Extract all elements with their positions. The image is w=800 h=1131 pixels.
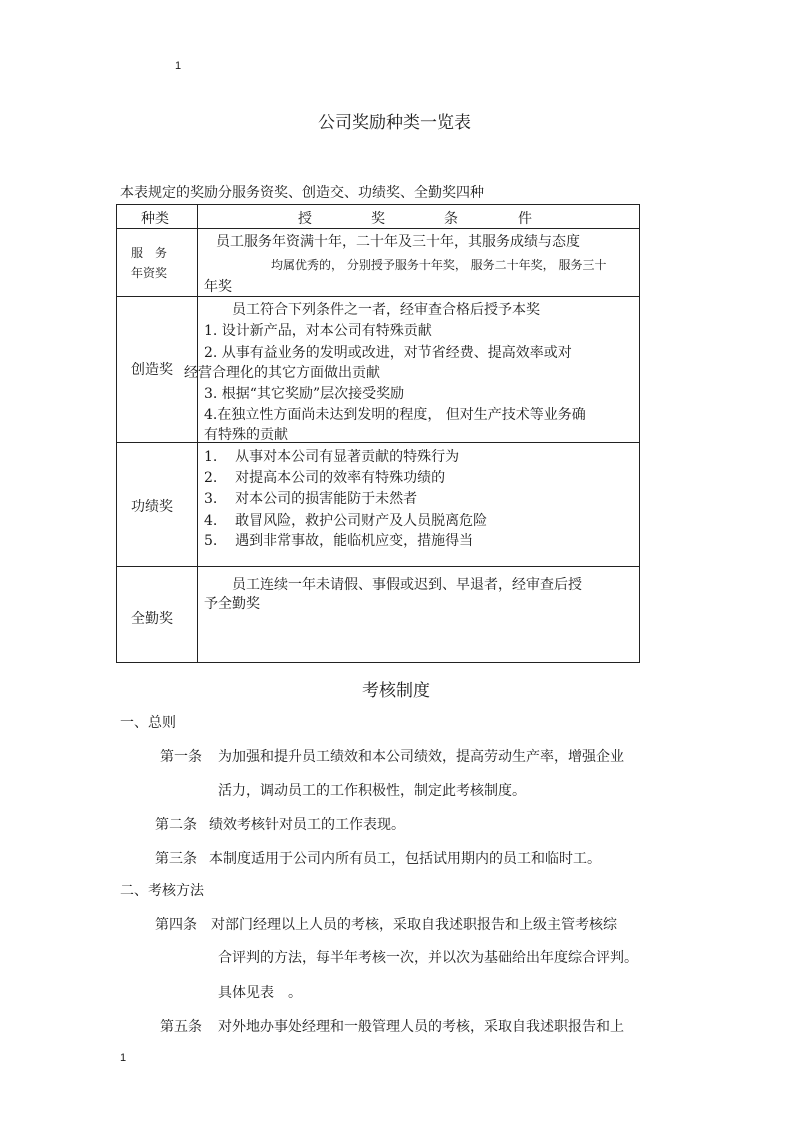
row1-condition-line3: 年奖 — [204, 279, 232, 295]
row3-condition-line1: 1. 从事对本公司有显著贡献的特殊行为 — [204, 449, 460, 465]
row2-category: 创造奖 — [131, 362, 173, 378]
table-header-cond-4: 件 — [518, 211, 532, 227]
table-rule-row2 — [116, 442, 640, 443]
article-4-label: 第四条 — [155, 917, 197, 933]
section-heading-general: 一、总则 — [120, 715, 176, 731]
award-table-intro: 本表规定的奖励分服务资奖、创造交、功绩奖、全勤奖四种 — [120, 185, 484, 201]
article-4-line1: 对部门经理以上人员的考核，采取自我述职报告和上级主管考核综 — [211, 917, 617, 933]
page-number-top: 1 — [175, 60, 182, 72]
article-4-line3: 具体见表 。 — [218, 985, 302, 1001]
article-2-line1: 绩效考核针对员工的工作表现。 — [209, 817, 405, 833]
article-3-label: 第三条 — [155, 851, 197, 867]
table-header-cond-3: 条 — [444, 211, 458, 227]
row4-condition-line2: 予全勤奖 — [204, 596, 260, 612]
table-border-bottom — [116, 662, 640, 663]
article-1-line1: 为加强和提升员工绩效和本公司绩效，提高劳动生产率，增强企业 — [218, 749, 624, 765]
row2-condition-line2: 1. 设计新产品，对本公司有特殊贡献 — [204, 323, 432, 339]
row3-condition-line4: 4. 敢冒风险，救护公司财产及人员脱离危险 — [204, 513, 488, 529]
article-3-line1: 本制度适用于公司内所有员工，包括试用期内的员工和临时工。 — [209, 851, 601, 867]
article-4-line2: 合评判的方法，每半年考核一次，并以次为基础给出年度综合评判。 — [218, 950, 638, 966]
table-header-cond-2: 奖 — [371, 211, 385, 227]
row2-condition-line4: 经营合理化的其它方面做出贡献 — [184, 365, 380, 381]
article-5-line1: 对外地办事处经理和一般管理人员的考核，采取自我述职报告和上 — [218, 1019, 624, 1035]
table-rule-header — [116, 228, 640, 229]
table-header-category: 种类 — [141, 211, 169, 227]
row1-condition-line1: 员工服务年资满十年，二十年及三十年，其服务成绩与态度 — [216, 234, 580, 250]
row2-condition-line7: 有特殊的贡献 — [204, 427, 288, 443]
table-header-cond-1: 授 — [298, 211, 312, 227]
row3-category: 功绩奖 — [131, 499, 173, 515]
assessment-title: 考核制度 — [362, 681, 430, 701]
row2-condition-line6: 4.在独立性方面尚未达到发明的程度， 但对生产技术等业务确 — [204, 407, 586, 423]
row3-condition-line5: 5. 遇到非常事故，能临机应变，措施得当 — [204, 533, 474, 549]
row1-category-line2: 年资奖 — [131, 266, 168, 280]
article-5-label: 第五条 — [160, 1019, 202, 1035]
article-1-label: 第一条 — [160, 749, 202, 765]
row3-condition-line3: 3. 对本公司的损害能防于未然者 — [204, 491, 418, 507]
row1-condition-line2: 均属优秀的， 分别授予服务十年奖， 服务二十年奖， 服务三十 — [271, 258, 607, 272]
row4-condition-line1: 员工连续一年未请假、事假或迟到、早退者，经审查后授 — [232, 577, 582, 593]
row3-condition-line2: 2. 对提高本公司的效率有特殊功绩的 — [204, 470, 446, 486]
row1-category-line1: 服 务 — [131, 246, 168, 260]
table-border-left — [116, 204, 117, 663]
row4-category: 全勤奖 — [131, 611, 173, 627]
table-column-divider — [197, 204, 198, 663]
table-border-top — [116, 204, 640, 205]
article-1-line2: 活力，调动员工的工作积极性，制定此考核制度。 — [218, 783, 526, 799]
row2-condition-line1: 员工符合下列条件之一者，经审查合格后授予本奖 — [232, 302, 540, 318]
section-heading-methods: 二、考核方法 — [120, 883, 204, 899]
page-number-bottom: 1 — [120, 1052, 127, 1064]
table-rule-row1 — [116, 296, 640, 297]
row2-condition-line5: 3. 根据“其它奖励”层次接受奖励 — [204, 386, 405, 402]
award-table-title: 公司奖励种类一览表 — [318, 113, 471, 133]
table-rule-row3 — [116, 566, 640, 567]
article-2-label: 第二条 — [155, 817, 197, 833]
table-border-right — [639, 204, 640, 663]
row2-condition-line3: 2. 从事有益业务的发明或改进，对节省经费、提高效率或对 — [204, 345, 572, 361]
